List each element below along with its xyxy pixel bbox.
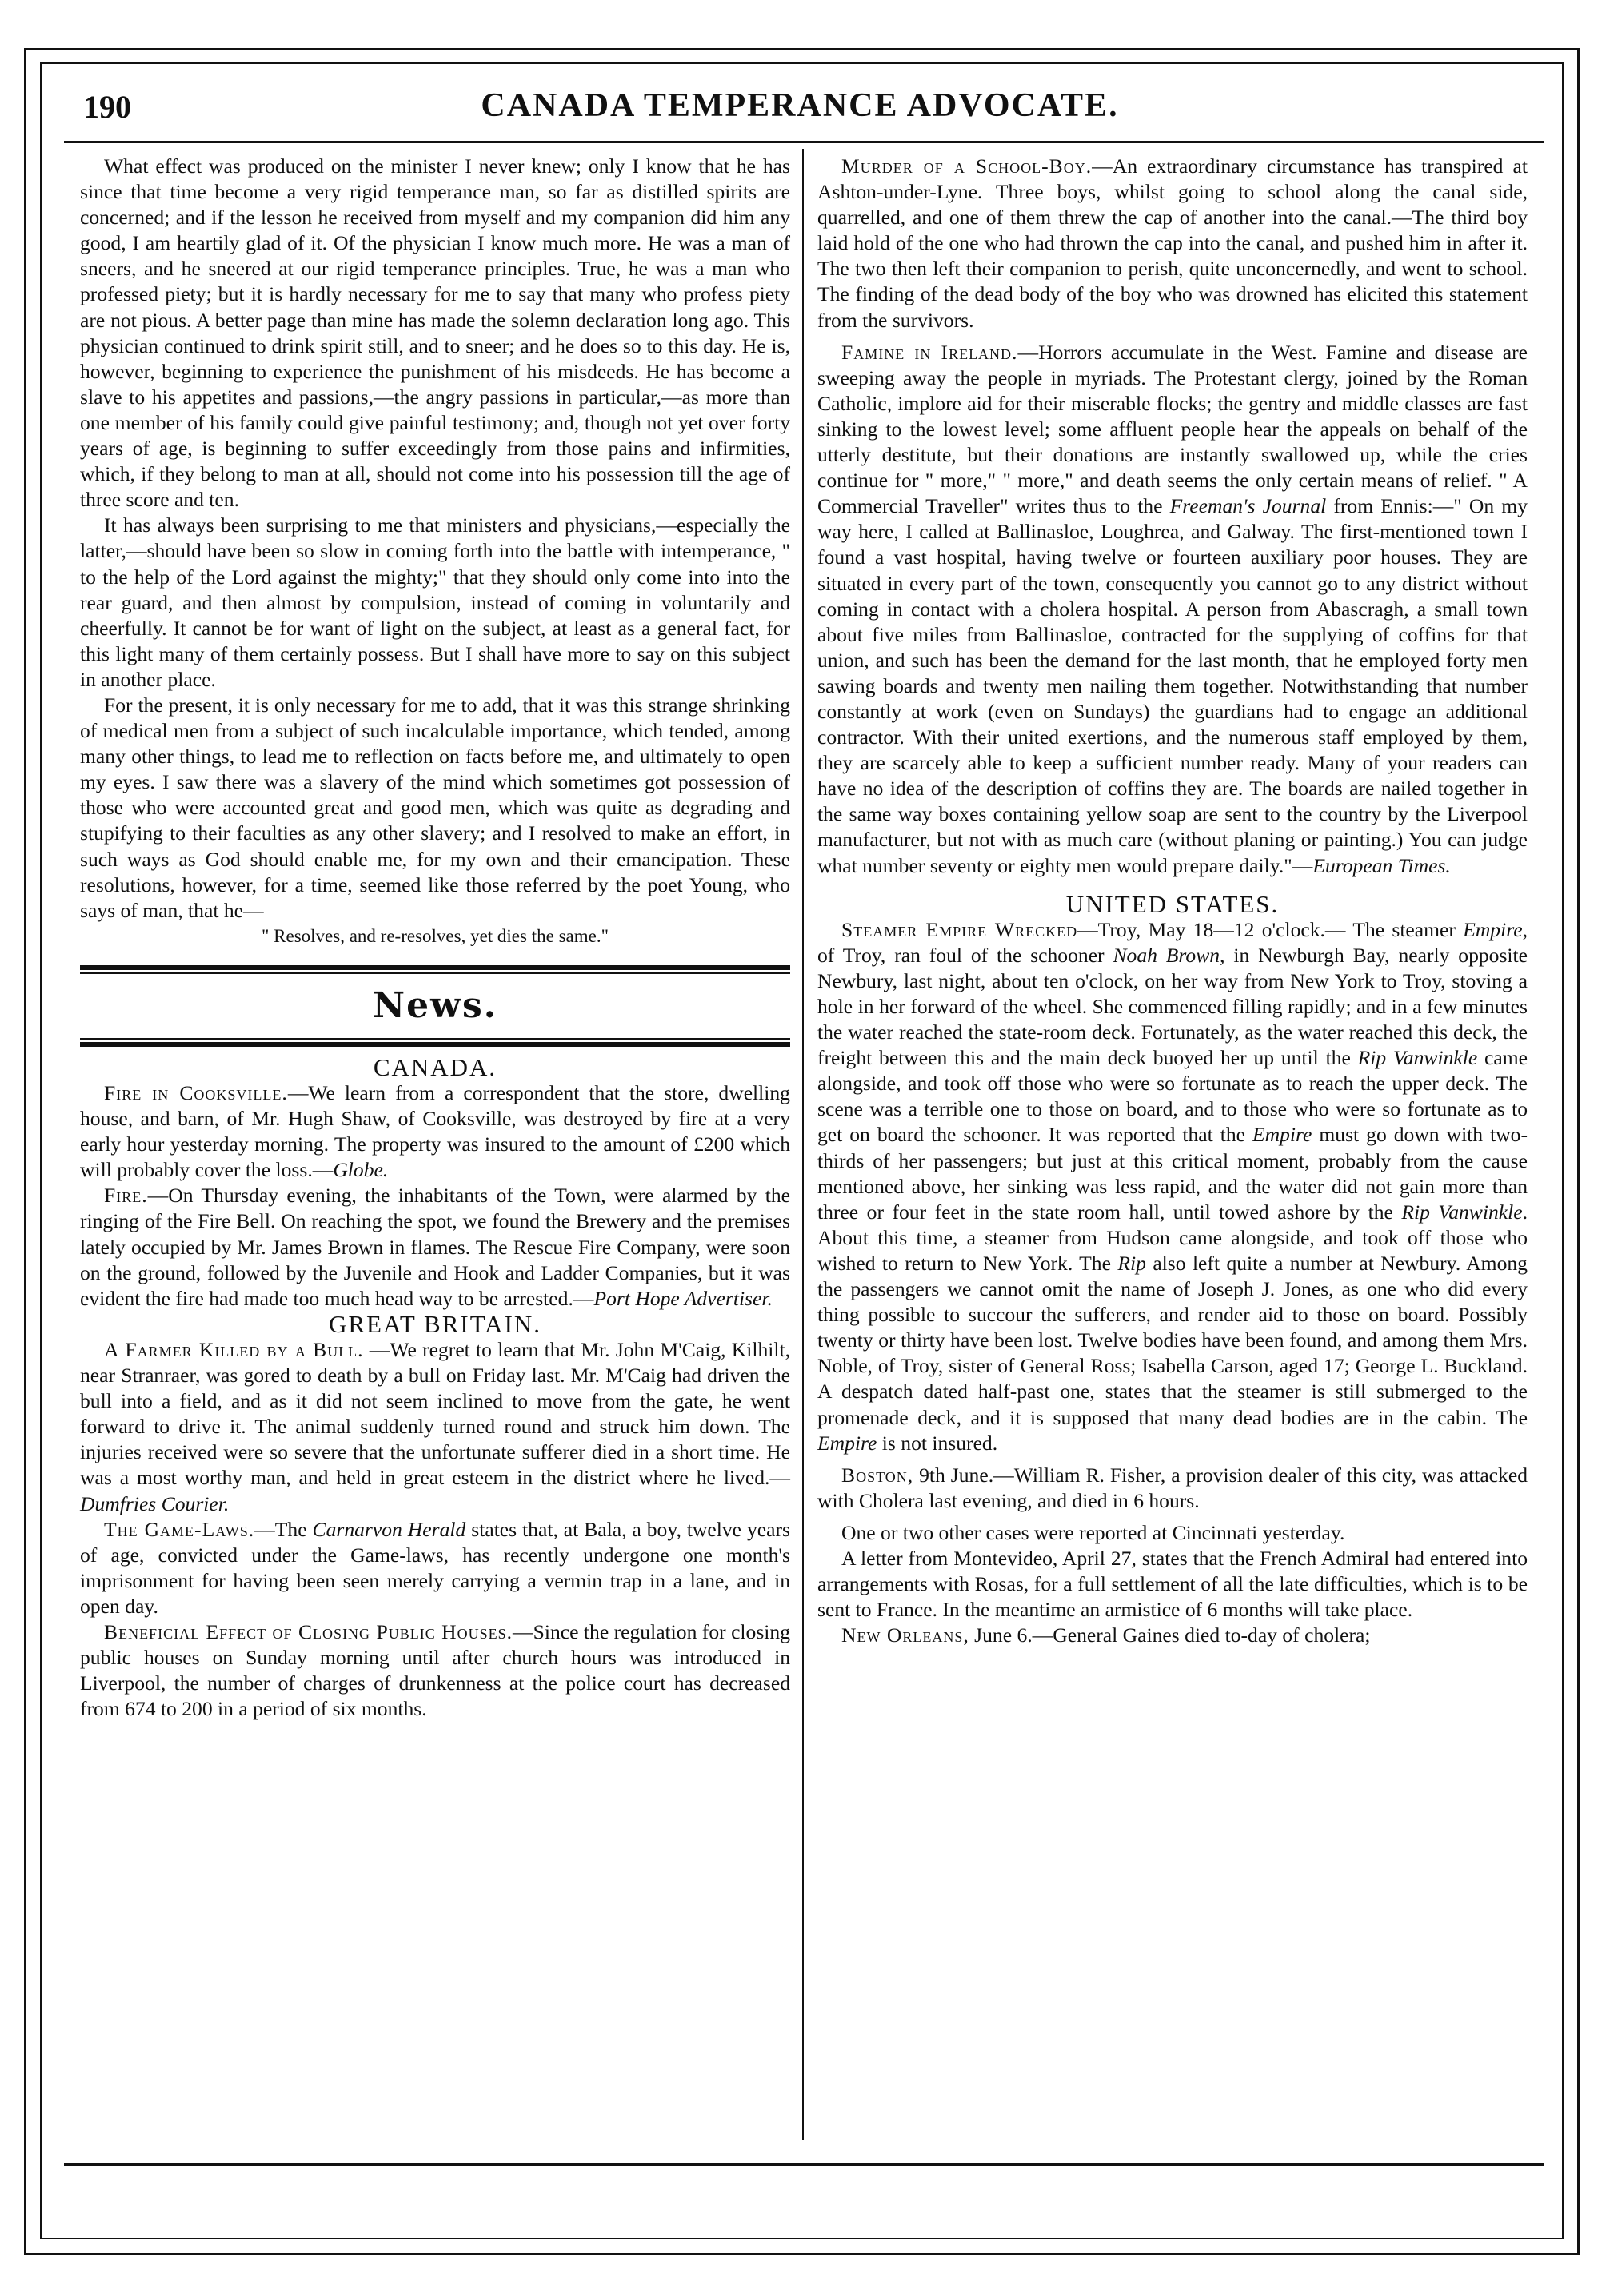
item-source: Globe. bbox=[333, 1158, 389, 1182]
item-lead: Murder of a School-Boy. bbox=[841, 154, 1093, 178]
item-ship: Rip Vanwinkle bbox=[1401, 1200, 1523, 1224]
section-heading-united-states: UNITED STATES. bbox=[1065, 889, 1280, 918]
item-source: Port Hope Advertiser. bbox=[593, 1286, 773, 1310]
item-source: European Times. bbox=[1312, 853, 1451, 877]
page-header bbox=[56, 80, 1544, 136]
news-heading: News. bbox=[372, 984, 498, 1026]
item-lead: Steamer Empire Wrecked bbox=[841, 917, 1078, 941]
news-item-game-laws bbox=[80, 1517, 790, 1619]
item-body: —Troy, May 18—12 o'clock.— The steamer bbox=[1077, 917, 1464, 941]
item-body: —We regret to learn that Mr. John M'Caig, Kilhilt, near Stranraer, was gored to death by a bull on Friday last. Mr. M'Caig had driven the bull into a field, and as it did not seem inclined to move from the gate, he went forward to drive it. The animal suddenly turned round and struck him down. The injuries received were so severe that the unfortunate sufferer died in a short time. He was a most worthy man, and held in great esteem in the district where he lived.— bbox=[80, 1337, 790, 1490]
item-lead: Fire. bbox=[104, 1184, 148, 1208]
item-paper: Freeman's Journal bbox=[1169, 494, 1327, 518]
item-lead: A Farmer Killed by a Bull. bbox=[104, 1337, 364, 1361]
news-banner bbox=[80, 965, 790, 1047]
news-item-steamer bbox=[817, 917, 1528, 1456]
item-ship: Noah Brown bbox=[1113, 943, 1220, 967]
item-lead: Fire in Cooksville. bbox=[104, 1081, 288, 1104]
item-lead: Boston, bbox=[841, 1463, 914, 1487]
item-body: —Horrors accumulate in the West. Famine and disease are sweeping away the people in myriads. The Protestant clergy, joined by the Roman Catholic, implore aid for their miserable flocks; the gentry and middle classes are fast sinking to the lowest level; some affluent people hear the appeals on behalf of the utterly destitute, but their donations are instantly swallowed up, while the cries continue for " more," " more," and death seems the only certain means of relief. " A Commercial Traveller" writes thus to the bbox=[817, 340, 1528, 518]
item-lead: The Game-Laws. bbox=[104, 1517, 255, 1541]
news-item-murder bbox=[817, 154, 1528, 333]
item-body: from Ennis:—" On my way here, I called at Ballinasloe, Loughrea, and Galway. The first-mentioned town I found a vast hospital, having twelve or fourteen auxiliary poor houses. They are situated in every part of the town, consequently you cannot go to any district without coming in contact with a cholera hospital. A person from Abascragh, a small town about five miles from Ballinasloe, contracted for the supplying of coffins for that union, and such has been the demand for the last month, that he employed forty men sawing boards and twenty men nailing them together. Notwithstanding that number constantly at work (even on Sundays) the guardians had to engage an additional contractor. With their united exertions, and the numerous staff employed by them, they are scarcely able to keep a sufficient number ready. Many of your readers can have no idea of the description of coffins they are. The boards are nailed together in the same way boxes containing yellow soap are sent to the country by the Liverpool manufacturer, but not with as much care (without planing or painting.) You can judge what number seventy or eighty men would prepare daily."— bbox=[817, 494, 1528, 877]
item-ship: Rip bbox=[1117, 1251, 1146, 1275]
section-heading-great-britain: GREAT BRITAIN. bbox=[328, 1309, 542, 1338]
column-divider bbox=[802, 149, 804, 2140]
item-body: is not insured. bbox=[877, 1431, 998, 1455]
item-body: —An extraordinary circumstance has transpired at Ashton-under-Lyne. Three boys, whilst going to school along the canal side, quarrelled, and one of them threw the cap of another into the canal.—The third boy laid hold of the one who had thrown the cap into the canal, and pushed him in after it. The two then left their companion to perish, quite unconcernedly, and went to school. The finding of the dead body of the boy who was drowned has elicited this statement from the survivors. bbox=[817, 154, 1528, 332]
item-body: . About this time, a steamer from Hudson came alongside, and took off those who wished to return to New York. The bbox=[817, 1200, 1528, 1275]
footer-rule bbox=[64, 2163, 1544, 2166]
news-item-fire-cooksville bbox=[80, 1080, 790, 1183]
item-body: —We learn from a correspondent that the store, dwelling house, and barn, of Mr. Hugh Shaw, of Cooksville, was destroyed by fire at a very early hour yesterday morning. The property was insured to the amount of £200 which will probably cover the loss.— bbox=[80, 1081, 790, 1182]
item-body: —On Thursday evening, the inhabitants of the Town, were alarmed by the ringing of the Fire Bell. On reaching the spot, we found the Brewery and the premises lately occupied by Mr. James Brown in flames. The Rescue Fire Company, were soon on the ground, followed by the Juvenile and Hook and Ladder Companies, but it was evident the fire had made too much head way to be arrested.— bbox=[80, 1184, 790, 1310]
item-lead: Famine in Ireland. bbox=[841, 340, 1018, 364]
verse-quote: " Resolves, and re-resolves, yet dies the same." bbox=[262, 925, 609, 946]
article-paragraph: It has always been surprising to me that ministers and physicians,—especially the latter,—should have been so slow in coming forth into the battle with intemperance, " to the help of the Lord against the mighty;" that they should only come into into the rear guard, and then almost by compulsion, instead of coming in voluntarily and cheerfully. It cannot be for want of light on the subject, at least as a general fact, for this light many of them certainly possess. But I shall have more to say on this subject in another place. bbox=[80, 513, 790, 691]
item-ship: Empire bbox=[817, 1431, 877, 1455]
item-body: states that, at Bala, a boy, twelve years of age, convicted under the Game-laws, has recently undergone one month's imprisonment for having been seen merely carrying a vermin trap in a lane, and in open day. bbox=[80, 1517, 790, 1618]
item-body: —Since the regulation for closing public houses on Sunday morning until after church hours was introduced in Liverpool, the number of charges of drunkenness at the police court has decreased from 674 to 200 in a period of six months. bbox=[80, 1619, 790, 1721]
news-item-fire bbox=[80, 1183, 790, 1311]
item-ship: Empire bbox=[1252, 1123, 1312, 1147]
article-paragraph: For the present, it is only necessary for me to add, that it was this strange shrinking of medical men from a subject of such incalculable importance, which tended, among many other things, to lead me to reflection on facts before me, and ultimately to open my eyes. I saw there was a slavery of the mind which sometimes got possession of those who were accounted great and good men, which was quite as degrading and stupifying to their faculties as any other slavery; and I resolved to make an effort, in such ways as God should enable me, for my own and their emancipation. These resolutions, however, for a time, seemed like those referred by the poet Young, who says of man, that he— bbox=[80, 693, 790, 922]
item-body: 9th June.—William R. Fisher, a provision dealer of this city, was attacked with Cholera last evening, and died in 6 hours. bbox=[817, 1463, 1528, 1512]
section-heading-canada: CANADA. bbox=[373, 1052, 497, 1081]
news-item-new-orleans bbox=[817, 1623, 1528, 1648]
item-body: , in Newburgh Bay, nearly opposite Newbury, last night, about ten o'clock, on her way from New York to Troy, stoving a hole in her forward of the wheel. She commenced filling rapidly; and in a few minutes the water reached the state-room deck. Fortunately, as the water reached this deck, the freight between this and the main deck buoyed her up until the bbox=[817, 943, 1528, 1070]
article-paragraph: What effect was produced on the minister I never knew; only I know that he has since that time become a very rigid temperance man, so far as distilled spirits are concerned; and if the lesson he received from myself and my companion did him any good, I am heartily glad of it. Of the physician I know much more. He was a man of sneers, and he sneered at our rigid temperance principles. True, he was a man who professed piety; but it is hardly necessary for me to say that many who profess piety are not pious. A better page than mine has made the solemn declaration long ago. This physician continued to drink spirit still, and to sneer; and he does so to this day. He is, however, beginning to experience the punishment of his misdeeds. He has become a slave to his appetites and passions,—the angry passions in particular,—as more than one member of his family could give painful testimony; and, though not yet over forty years of age, is beginning to suffer exceedingly from those pains and infirmities, which, if they belong to man at all, should not come into his possession till the age of three score and ten. bbox=[80, 154, 790, 512]
news-item-cincinnati: One or two other cases were reported at Cincinnati yesterday. bbox=[841, 1520, 1345, 1544]
news-item-famine bbox=[817, 340, 1528, 879]
news-item-closing-houses bbox=[80, 1619, 790, 1722]
item-lead: Beneficial Effect of Closing Public Houses. bbox=[104, 1619, 513, 1643]
item-body: also left quite a number at Newbury. Among the passengers we cannot omit the name of Joseph J. Jones, as one who did every thing possible to succour the sufferers, and render aid to those on board. Possibly twenty or thirty have been lost. Twelve bodies have been found, and among them Mrs. Noble, of Troy, sister of General Ross; Isabella Carson, aged 17; George L. Buckland. A despatch dated half-past one, states that the steamer is still submerged to the promenade deck, and it is supposed that many dead bodies are in the cabin. The bbox=[817, 1251, 1528, 1429]
header-rule bbox=[64, 141, 1544, 143]
item-body: , of Troy, ran foul of the schooner bbox=[817, 917, 1528, 967]
item-lead: New Orleans, bbox=[841, 1623, 969, 1647]
news-rule-bottom-thin bbox=[80, 1038, 790, 1040]
news-rule-top bbox=[80, 965, 790, 970]
item-ship: Rip Vanwinkle bbox=[1357, 1046, 1478, 1070]
right-column bbox=[817, 154, 1528, 1648]
news-item-montevideo: A letter from Montevideo, April 27, states that the French Admiral had entered into arrangements with Rosas, for a full settlement of all the late difficulties, which is to be sent to France. In the meantime an armistice of 6 months will take place. bbox=[817, 1546, 1528, 1622]
page-number: 190 bbox=[83, 89, 131, 125]
news-item-boston bbox=[817, 1463, 1528, 1514]
news-rule-bottom bbox=[80, 1042, 790, 1047]
page-title: CANADA TEMPERANCE ADVOCATE. bbox=[481, 87, 1119, 124]
item-body: June 6.—General Gaines died to-day of cholera; bbox=[969, 1623, 1371, 1647]
news-item-farmer bbox=[80, 1337, 790, 1517]
item-source: Dumfries Courier. bbox=[80, 1491, 230, 1515]
item-ship: Empire bbox=[1463, 917, 1523, 941]
item-paper: Carnarvon Herald bbox=[312, 1517, 466, 1541]
item-body: must go down with two-thirds of her passengers; but just at this critical moment, probably from the cause mentioned above, her sinking was less rapid, and the water did not gain more than three or four feet in the state room hall, until towed ashore by the bbox=[817, 1123, 1528, 1224]
left-column bbox=[80, 154, 790, 1722]
item-body: —The bbox=[254, 1517, 313, 1541]
item-body: came alongside, and took off those who were so fortunate as to reach the upper deck. The scene was a terrible one to those on board, and to those who were so fortunate as to get on board the schooner. It was reported that the bbox=[817, 1046, 1528, 1147]
